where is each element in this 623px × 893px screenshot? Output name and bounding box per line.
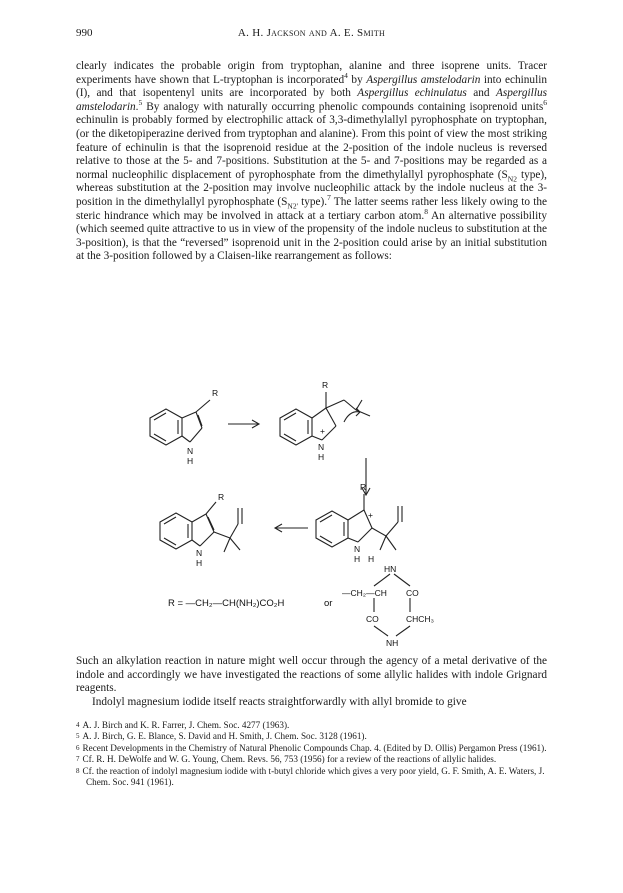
indoleninium-structure-3 [316, 494, 402, 550]
indoleninium-structure-2 [280, 392, 370, 445]
paragraph-2: Such an alkylation reaction in nature might well occur through the agency of a metal derivative of the indole and accordingly we have investigated the reactions of some allylic halides with indole Grignard reagents. [76, 655, 547, 695]
page-number: 990 [76, 27, 93, 39]
dkp-atom-label: CO [406, 588, 419, 598]
nitrogen-label: N [318, 442, 325, 452]
ref-6: 6 [543, 98, 547, 108]
hydrogen-label: H [196, 558, 203, 568]
substituent-label: R [322, 380, 329, 390]
ref-4: 4 [344, 70, 348, 80]
diketopiperazine-structure [374, 574, 410, 636]
charge-label: + [368, 510, 373, 520]
footnote: $^4$ A. J. Birch and K. R. Farrer, J. Chem. Soc. 4277 (1963). [76, 720, 290, 730]
paragraph-1: clearly indicates the probable origin from tryptophan, alanine and three isoprene units. Tracer experiments have shown that L-tryptophan is incorporated$^4$ by Aspergillus amstelodarin into echinulin (I), and that isopentenyl units are incorporated by both Aspergillus echinulatus and Aspergillus amstelodarin.$^5$ By analogy with naturally occurring phenolic compounds containing isoprenoid units$^6$ echinulin is probably formed by electrophilic attack of 3,3-dimethylallyl pyrophosphate on tryptophan, (or the diketopiperazine derived from tryptophan and alanine). From this point of view the most striking feature of echinulin is that the isoprenoid residue at the 2-position of the indole nucleus is reversed relative to those at the 5- and 7-positions. Substitution at the 5- and 7-positions may be regarded as a normal nucleophilic displacement of pyrophosphate from the dimethylallyl pyrophosphate ($S_{N2}$ type), whereas substitution at the 2-position may involve nucleophilic attack by the indole nucleus at the 3-position in the dimethylallyl pyrophosphate ($S_{N2'}$ type).$^7$ The latter seems rather less likely owing to the steric hindrance which may be involved in attack at a tertiary carbon atom.$^8$ An alternative possibility (which seemed quite attractive to us in view of the propensity of the indole nucleus to substitution at the 3-position), is that the “reversed” isoprenoid unit in the 2-position could arise by an initial substitution at the 3-position followed by a Claisen-like rearrangement as follows: [76, 60, 547, 263]
claisen-rearrangement-scheme [130, 378, 510, 648]
footnote: $^7$ Cf. R. H. DeWolfe and W. G. Young, Chem. Revs. 56, 753 (1956) for a review of the reactions of allylic halides. [76, 754, 497, 765]
dkp-atom-label: HN [384, 564, 397, 574]
charge-label: + [320, 426, 325, 436]
species-name: Aspergillus echinulatus [357, 87, 467, 100]
hydrogen-label: H [318, 452, 325, 462]
species-name: Aspergillus amstelodarin [366, 73, 481, 86]
footnote: $^5$ A. J. Birch, G. E. Blance, S. David and H. Smith, J. Chem. Soc. 3128 (1961). [76, 731, 367, 742]
substituent-label: R [218, 492, 225, 502]
nitrogen-label: N [187, 446, 194, 456]
dkp-atom-label: NH [386, 638, 399, 648]
footnote: $^8$ Cf. the reaction of indolyl magnesium iodide with t-butyl chloride which gives a very poor yield, G. F. Smith, A. E. Waters, J. Chem. Soc. 941 (1961). [76, 765, 545, 788]
nitrogen-label: N [354, 544, 361, 554]
species-name: Aspergillus amstelodarin [76, 87, 547, 113]
indole-structure-1 [150, 400, 210, 445]
substituent-label: R [360, 482, 367, 492]
dkp-atom-label: CO [366, 614, 379, 624]
body-text-lower [76, 655, 547, 709]
hydrogen-label: H [354, 554, 361, 564]
footnotes [76, 720, 547, 788]
page-header [76, 27, 547, 43]
paragraph-3: Indolyl magnesium iodide itself reacts straightforwardly with allyl bromide to give [92, 695, 467, 708]
dkp-atom-label: CHCH₃ [406, 614, 435, 624]
footnote: $^6$ Recent Developments in the Chemistry of Natural Phenolic Compounds Chap. 4. (Edited by D. Ollis) Pergamon Press (1961). [76, 742, 547, 753]
hydrogen-label: H [187, 456, 194, 466]
nitrogen-label: N [196, 548, 203, 558]
running-title: A. H. Jackson and A. E. Smith [237, 27, 386, 39]
dkp-atom-label: —CH₂—CH [342, 588, 387, 598]
r-definition: R = —CH₂—CH(NH₂)CO₂H [168, 598, 285, 609]
or-label: or [324, 598, 333, 609]
body-text [76, 60, 547, 264]
ref-8: 8 [424, 206, 428, 216]
indole-structure-4 [160, 502, 242, 552]
hydrogen-label: H [368, 554, 375, 564]
ref-5: 5 [138, 98, 143, 108]
substituent-label: R [212, 388, 219, 398]
ref-7: 7 [327, 193, 331, 203]
